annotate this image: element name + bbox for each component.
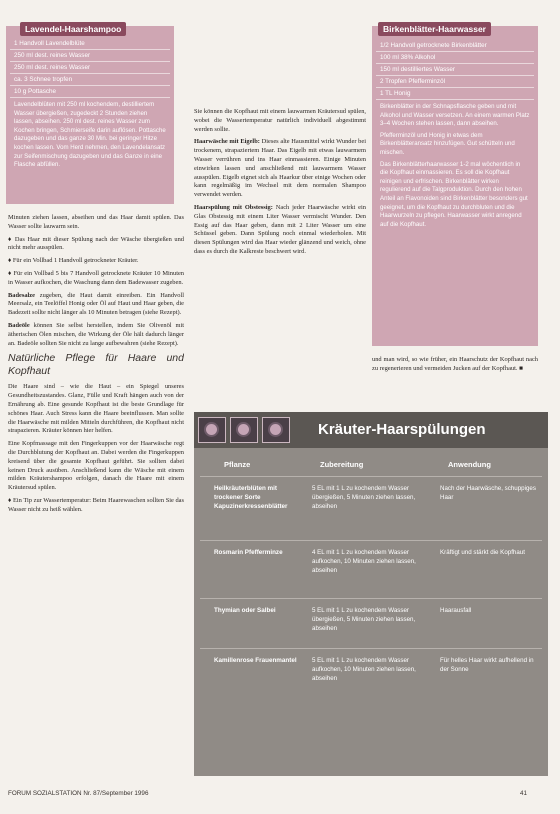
ingredient-line: 2 Tropfen Pfefferminzöl: [376, 76, 534, 88]
end-marker-icon: ■: [519, 364, 523, 372]
paragraph: Die Haare sind – wie die Haut – ein Spiegel unseres Gesundheitszustandes. Glanz, Fülle und Kraft hängen auch von der Ernährung ab. Eine gesunde Kopfhaut ist die beste Grundlage für schönes Haar. Auch Stress kann die Haare beeinflussen. Man sollte die Haarwäsche mit milden Mitteln durchführen, die Kopfhaut nicht strapazieren. Kräuter können hier helfen.: [8, 383, 184, 435]
ingredient-line: 250 ml dest. reines Wasser: [10, 50, 170, 62]
ingredient-line: 1 Handvoll Lavendelblüte: [10, 38, 170, 50]
paragraph: und man wird, so wie früher, ein Haarschutz der Kopfhaut nach zu regenerieren und vermeiden Jucken auf der Kopfhaut. ■: [372, 356, 538, 372]
recipe-instructions: Pfefferminzöl und Honig in etwas dem Birkenblätteransatz hinzufügen. Gut schütteln und mischen.: [380, 131, 515, 156]
herb-rinse-panel: [194, 412, 548, 776]
table-cell-preparation: 5 EL mit 1 L zu kochendem Wasser übergießen, 5 Minuten ziehen lassen, abseihen: [312, 485, 416, 510]
recipe-box-lavender: [6, 26, 174, 204]
left-column: [8, 214, 184, 774]
paragraph: Sie können die Kopfhaut mit einem lauwarmen Kräutersud spülen, wobei die Wassertemperatur natürlich individuell abgestimmt werden sollte.: [194, 108, 366, 133]
paragraph: Badesalze zugeben, die Haut damit einreiben. Ein Handvoll Meersalz, ein Teelöffel Honig oder Öl auf Haut und Haar geben, die Badezeit sollte nicht länger als 10 Minuten betragen (siehe Rezept).: [8, 291, 184, 317]
right-column-continuation: [372, 356, 538, 396]
paragraph: Badeöle können Sie selbst herstellen, indem Sie Olivenöl mit ätherischen Ölen mischen, die Wirkung der Öle hält dadurch länger an. Badeöle sollten Sie nicht zu lange aufbewahren (siehe Rezept).: [8, 321, 184, 347]
recipe-instructions: Lavendelblüten mit 250 ml kochendem, destilliertem Wasser übergießen, zugedeckt 2 Stunden ziehen lassen, abseihen. 250 ml dest. reines Wasser zum Kochen bringen, Schmierseife darin auflösen. Pottasche dazugeben und das ganze 30 Min. bei geringer Hitze kochen lassen. Vom Herd nehmen, den Lavendelansatz zur Seifenmischung dazugeben und das Ganze in eine Flasche abfüllen.: [14, 101, 166, 169]
column-header-use: Anwendung: [448, 460, 491, 469]
recipe-box-birch: [372, 26, 538, 346]
table-divider: [200, 598, 542, 599]
table-cell-preparation: 5 EL mit 1 L zu kochendem Wasser übergießen, 5 Minuten ziehen lassen, abseihen: [312, 607, 416, 632]
table-divider: [200, 476, 542, 477]
ingredient-line: 150 ml destilliertes Wasser: [376, 64, 534, 76]
table-cell-preparation: 5 EL mit 1 L zu kochendem Wasser aufkochen, 10 Minuten ziehen lassen, abseihen: [312, 657, 416, 682]
ingredient-line: 1 TL Honig: [376, 88, 534, 100]
recipe-title-lavender: Lavendel-Haarshampoo: [20, 22, 126, 36]
table-divider: [200, 540, 542, 541]
middle-column: [194, 108, 366, 388]
paragraph: ♦ Ein Tip zur Wassertemperatur: Beim Haarewaschen sollten Sie das Wasser nicht zu heiß wählen.: [8, 496, 184, 513]
herb-panel-header: [194, 412, 548, 448]
flower-icon: [198, 417, 226, 443]
section-heading: Natürliche Pflege für Haare und Kopfhaut: [8, 352, 184, 377]
table-cell-use: Haarausfall: [440, 607, 472, 614]
ingredient-line: 1/2 Handvoll getrocknete Birkenblätter: [376, 40, 534, 52]
table-cell-plant: Heilkräuterblüten mit trockener Sorte Kapuzinerkressenblätter: [214, 485, 288, 510]
paragraph: Haarspülung mit Obstessig: Nach jeder Haarwäsche wirkt ein Glas Obstessig mit einem Liter Wasser vermischt Wunder. Den Essig auf das Haar geben, dann mit 2 Liter Wasser um eine Schüssel geben. Dann Spülung noch einmal wiederholen. Mit diesen Spülungen wird das Haar wieder glänzend und weich, ohne dass es durch die Kalkreste beschwert wird.: [194, 203, 366, 255]
paragraph: Minuten ziehen lassen, abseihen und das Haar damit spülen. Das Wasser sollte lauwarm sein.: [8, 214, 184, 230]
table-cell-use: Kräftigt und stärkt die Kopfhaut: [440, 549, 525, 556]
table-cell-use: Nach der Haarwäsche, schuppiges Haar: [440, 485, 536, 501]
paragraph: Haarwäsche mit Eigelb: Dieses alte Hausmittel wirkt Wunder bei trockenem, strapaziertem Haar. Das Eigelb mit etwas lauwarmem Wasser verrühren und ins Haar einmassieren. Einige Minuten einwirken lassen und anschließend mit lauwarmem Wasser ausspülen. Eigelb eignet sich als Haarkur über einige Wochen oder kann regelmäßig im Wechsel mit dem normalen Shampoo verwendet werden.: [194, 138, 366, 199]
footer-publication: FORUM SOZIALSTATION Nr. 87/September 1996: [8, 790, 149, 797]
paragraph: ♦ Für ein Vollbad 1 Handvoll getrockneter Kräuter.: [8, 257, 139, 265]
column-header-plant: Pflanze: [224, 460, 251, 469]
ingredient-line: 10 g Pottasche: [10, 86, 170, 98]
ingredient-line: 250 ml dest. reines Wasser: [10, 62, 170, 74]
table-cell-plant: Thymian oder Salbei: [214, 607, 276, 614]
table-cell-plant: Rosmarin Pfefferminze: [214, 549, 283, 556]
flower-icon: [230, 417, 258, 443]
paragraph: ♦ Für ein Vollbad 5 bis 7 Handvoll getrocknete Kräuter 10 Minuten in Wasser aufkochen, die Waschung dann dem Badewasser zugeben.: [8, 269, 184, 286]
recipe-title-birch: Birkenblätter-Haarwasser: [378, 22, 491, 36]
recipe-instructions: Birkenblätter in der Schnapsflasche geben und mit Alkohol und Wasser versetzen. An einem warmen Platz 3–4 Wochen stehen lassen, dann abseihen.: [380, 103, 530, 128]
table-cell-preparation: 4 EL mit 1 L zu kochendem Wasser aufkochen, 10 Minuten ziehen lassen, abseihen: [312, 549, 416, 574]
ingredient-line: ca. 3 Schnee tropfen: [10, 74, 170, 86]
flower-icon: [262, 417, 290, 443]
table-cell-use: Für helles Haar wirkt aufhellend in der Sonne: [440, 657, 534, 673]
paragraph: ♦ Das Haar mit dieser Spülung nach der Wäsche übergießen und nicht mehr ausspülen.: [8, 235, 184, 252]
table-divider: [200, 648, 542, 649]
herb-table-title: Kräuter-Haarspülungen: [318, 421, 486, 438]
paragraph: Eine Kopfmassage mit den Fingerkuppen vor der Haarwäsche regt die Durchblutung der Kopfhaut an. Dabei werden die Fingerkuppen kreisend über die gesamte Kopfhaut geführt. Sie sollten dabei keinen Druck ausüben. Anschließend kann die Wäsche mit einem milden Kräutershampoo erfolgen, danach die Haare mit einem Kräutersud spülen.: [8, 440, 184, 492]
column-header-preparation: Zubereitung: [320, 460, 364, 469]
table-cell-plant: Kamillenrose Frauenmantel: [214, 657, 297, 664]
ingredient-line: 100 ml 38% Alkohol: [376, 52, 534, 64]
page-number: 41: [520, 790, 528, 797]
recipe-instructions: Das Birkenblätterhaarwasser 1-2 mal wöchentlich in die Kopfhaut einmassieren. Es soll die Kopfhaut reinigen und erfrischen. Birkenblätter wirken regulierend auf die Talgproduktion. Durch den hohen Anteil an Flavonoiden sind Birkenblätter besonders gut geeignet, um die Kopfhaut zu durchbluten und die Haarwurzeln zu pflegen. Haarwasser wirkt anregend auf die Kopfhaut.: [380, 160, 528, 228]
